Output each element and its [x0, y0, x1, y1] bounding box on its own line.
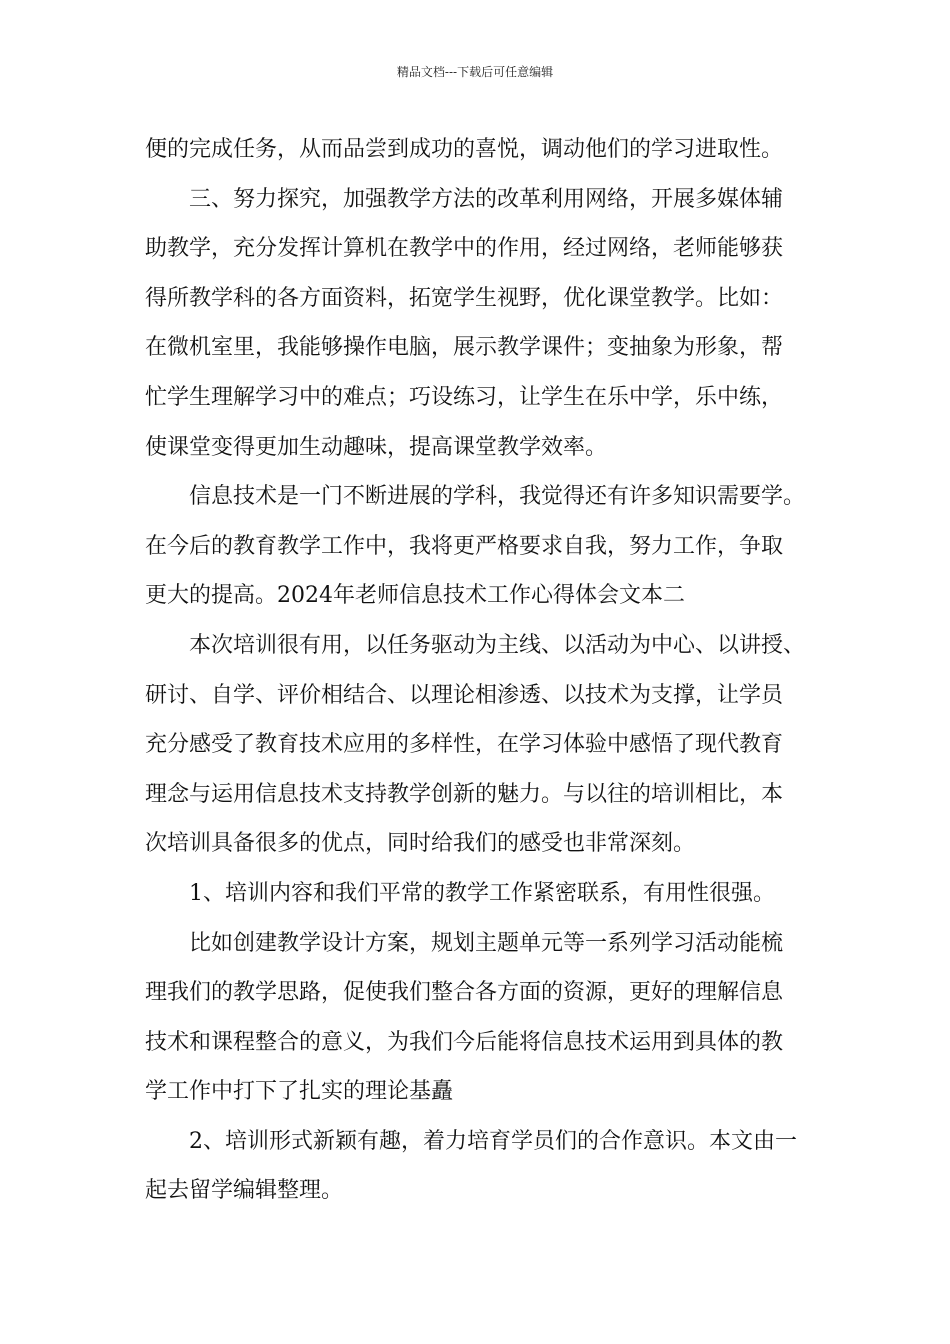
body-line: 比如创建教学设计方案，规划主题单元等一系列学习活动能梳 — [189, 930, 784, 956]
body-line: 在微机室里，我能够操作电脑，展示教学课件；变抽象为形象，帮 — [145, 335, 784, 361]
body-line: 起去留学编辑整理。 — [145, 1178, 344, 1204]
body-line: 助教学，充分发挥计算机在教学中的作用，经过网络，老师能够获 — [145, 236, 784, 262]
body-line: 理念与运用信息技术支持教学创新的魅力。与以往的培训相比，本 — [145, 781, 784, 807]
body-line: 得所教学科的各方面资料，拓宽学生视野，优化课堂教学。比如： — [145, 285, 784, 311]
body-line: 使课堂变得更加生动趣味，提高课堂教学效率。 — [145, 434, 608, 460]
body-line: 便的完成任务，从而品尝到成功的喜悦，调动他们的学习进取性。 — [145, 137, 784, 162]
body-line: 充分感受了教育技术应用的多样性，在学习体验中感悟了现代教育 — [145, 732, 784, 758]
body-line: 学工作中打下了扎实的理论基矗 — [145, 1079, 454, 1105]
body-line: 本次培训很有用，以任务驱动为主线、以活动为中心、以讲授、 — [189, 632, 806, 658]
body-line: 三、努力探究，加强教学方法的改革利用网络，开展多媒体辅 — [189, 186, 784, 212]
body-line: 技术和课程整合的意义，为我们今后能将信息技术运用到具体的教 — [145, 1029, 784, 1055]
body-line: 理我们的教学思路，促使我们整合各方面的资源，更好的理解信息 — [145, 980, 784, 1006]
body-line: 忙学生理解学习中的难点；巧设练习，让学生在乐中学，乐中练， — [145, 384, 784, 410]
body-line: 研讨、自学、评价相结合、以理论相渗透、以技术为支撑，让学员 — [145, 682, 784, 708]
body-line: 次培训具备很多的优点，同时给我们的感受也非常深刻。 — [145, 831, 696, 857]
body-line: 更大的提高。2024年老师信息技术工作心得体会文本二 — [145, 583, 685, 609]
body-line: 2、培训形式新颖有趣，着力培育学员们的合作意识。本文由一 — [189, 1128, 797, 1154]
body-line: 信息技术是一门不断进展的学科，我觉得还有许多知识需要学。 — [189, 484, 806, 510]
body-line: 在今后的教育教学工作中，我将更严格要求自我，努力工作，争取 — [145, 533, 784, 559]
page-header: 精品文档---下载后可任意编辑 — [396, 65, 554, 79]
body-line: 1、培训内容和我们平常的教学工作紧密联系，有用性很强。 — [189, 880, 775, 906]
document-body — [145, 130, 825, 1221]
